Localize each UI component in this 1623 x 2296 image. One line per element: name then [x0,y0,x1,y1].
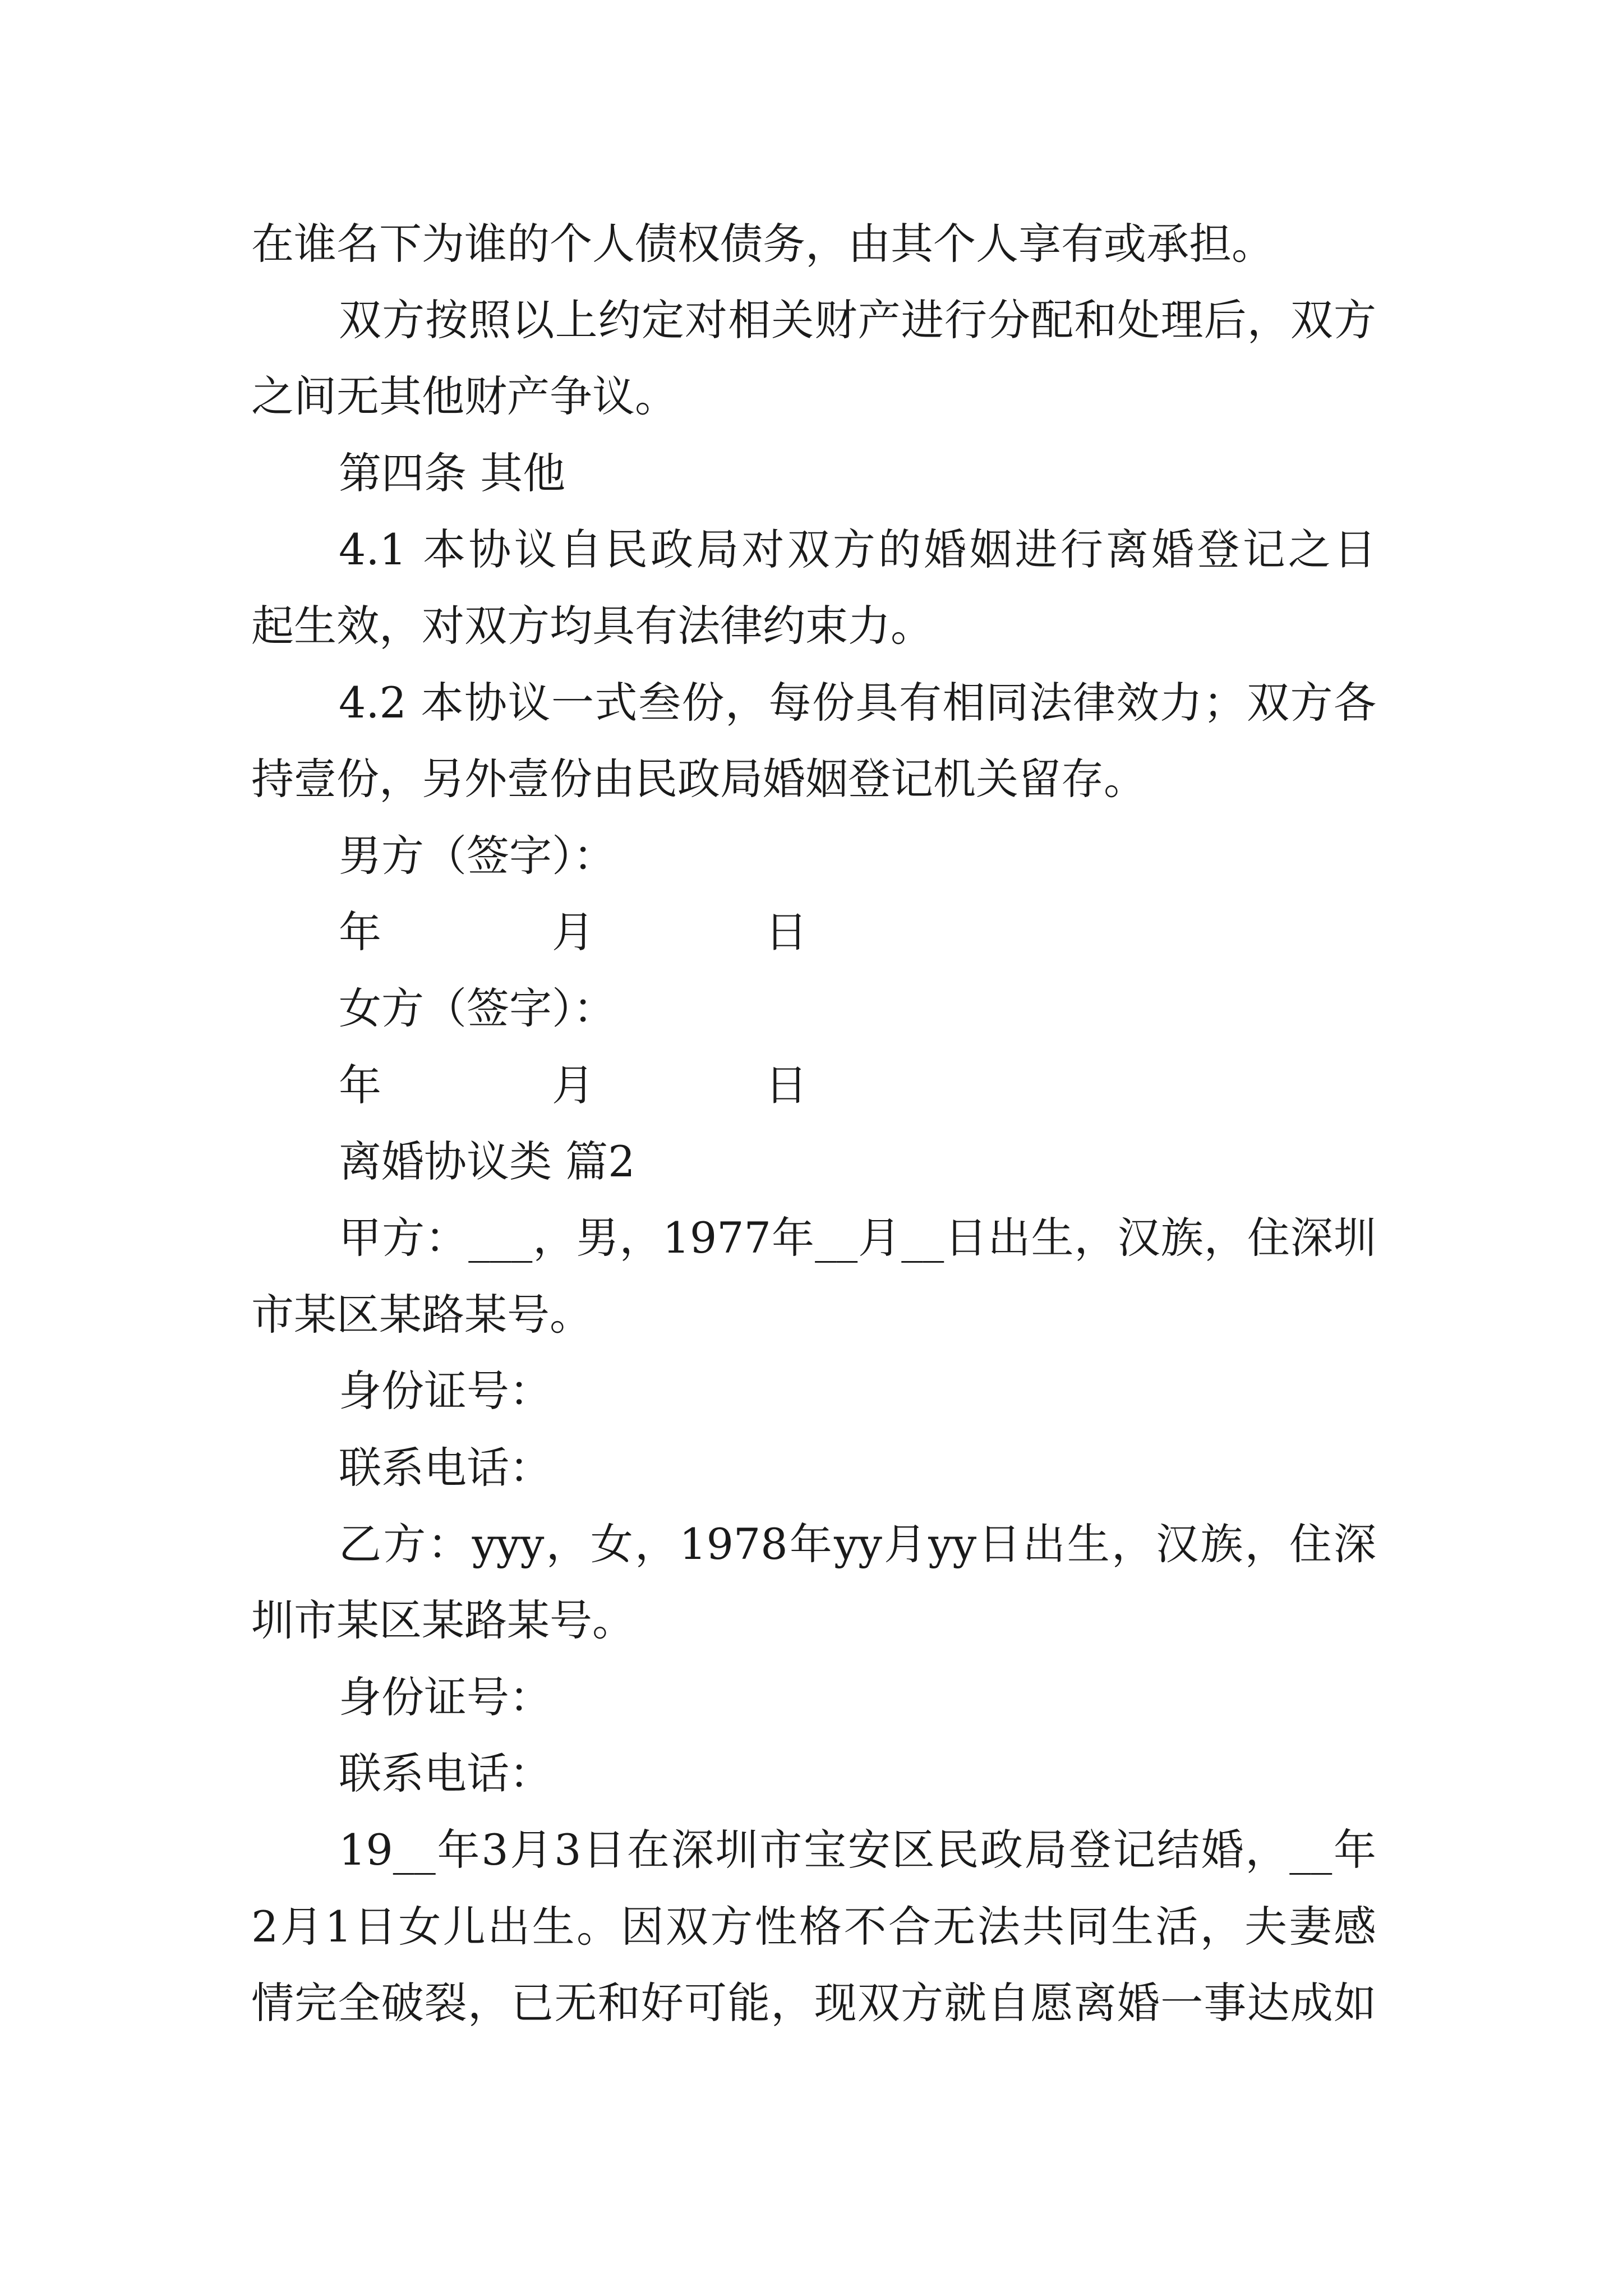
paragraph-line: 甲方：___，男，1977年__月__日出生，汉族，住深圳 [339,1213,1376,1263]
paragraph-line: 乙方：yyy，女，1978年yy月yy日出生，汉族，住深 [339,1519,1376,1569]
date-line: 年 月 日 [339,1060,808,1110]
date-line: 年 月 日 [339,907,808,957]
field-label: 联系电话： [339,1443,552,1493]
paragraph-line: 在谁名下为谁的个人债权债务，由其个人享有或承担。 [251,219,1274,269]
field-label: 身份证号： [339,1366,552,1416]
paragraph-line: 4.2 本协议一式叁份，每份具有相同法律效力；双方各 [339,678,1376,728]
paragraph-line: 起生效，对双方均具有法律约束力。 [251,601,933,651]
paragraph-line: 2月1日女儿出生。因双方性格不合无法共同生活，夫妻感 [251,1902,1376,1952]
field-label: 身份证号： [339,1672,552,1722]
paragraph-line: 19__年3月3日在深圳市宝安区民政局登记结婚，__年 [339,1825,1376,1875]
paragraph-line: 圳市某区某路某号。 [251,1595,635,1645]
paragraph-line: 市某区某路某号。 [251,1290,592,1340]
signature-label: 女方（签字）： [339,983,616,1033]
signature-label: 男方（签字）： [339,831,616,881]
paragraph-line: 4.1 本协议自民政局对双方的婚姻进行离婚登记之日 [339,524,1376,574]
section-heading: 离婚协议类 篇2 [339,1137,635,1186]
section-heading: 第四条 其他 [339,448,566,498]
paragraph-line: 双方按照以上约定对相关财产进行分配和处理后，双方 [339,295,1376,345]
paragraph-line: 之间无其他财产争议。 [251,371,677,421]
paragraph-line: 情完全破裂，已无和好可能，现双方就自愿离婚一事达成如 [251,1978,1376,2028]
field-label: 联系电话： [339,1749,552,1798]
paragraph-line: 持壹份，另外壹份由民政局婚姻登记机关留存。 [251,754,1146,804]
